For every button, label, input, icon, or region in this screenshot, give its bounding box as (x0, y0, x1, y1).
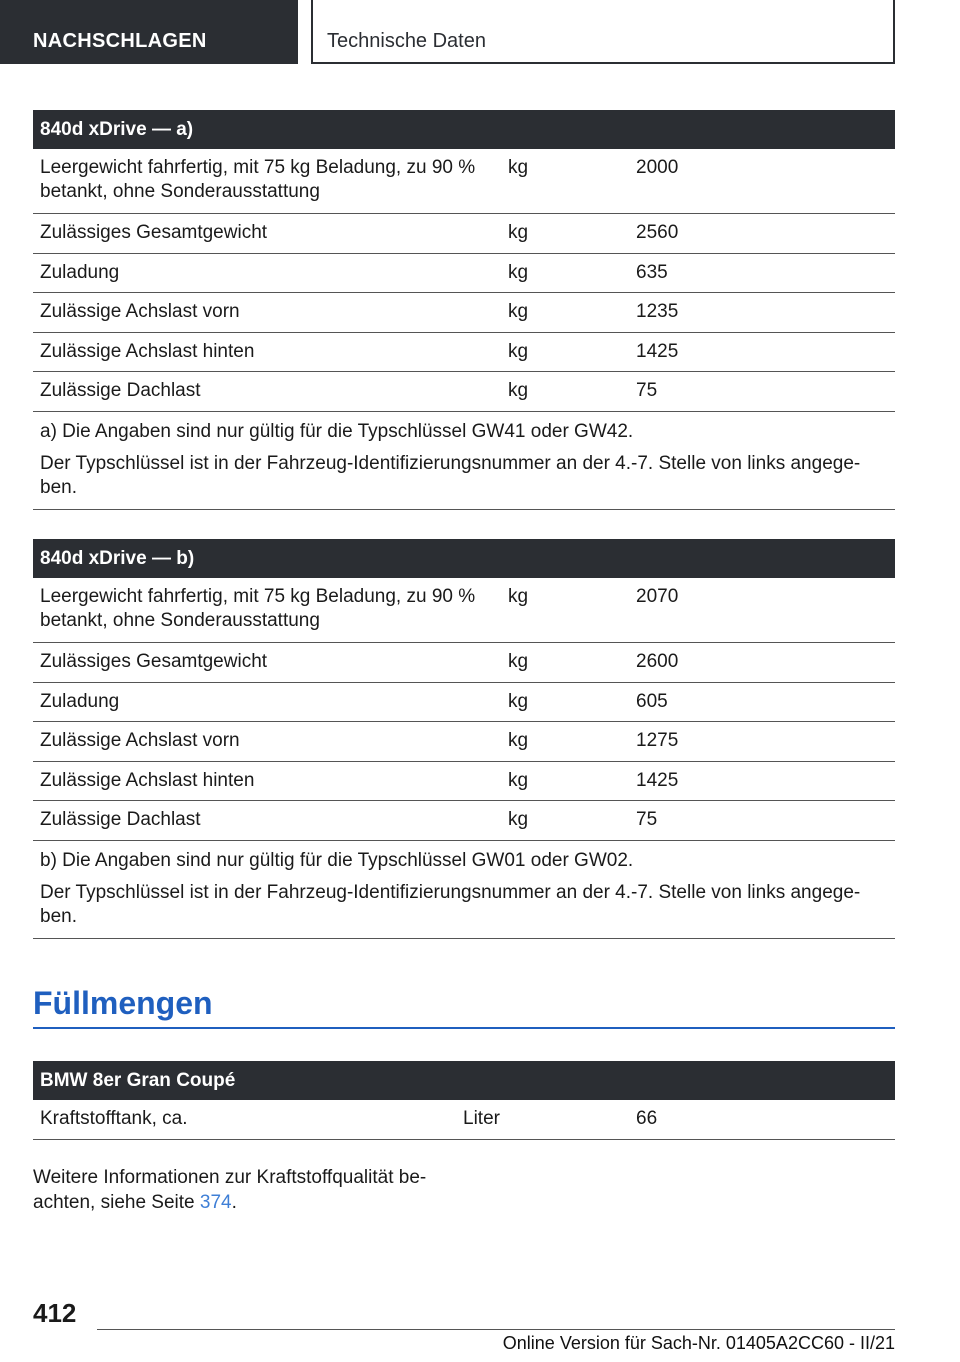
row-unit: kg (508, 301, 529, 322)
row-value: 75 (636, 380, 658, 401)
footnote-text: Der Typschlüssel ist in der Fahrzeug-Identifizierungsnummer an der 4.-7. Stelle von links angegeben. (40, 452, 861, 498)
row-value: 2560 (636, 222, 679, 243)
row-value: 605 (636, 690, 668, 712)
footer-divider (97, 1329, 895, 1330)
footer-text: Online Version für Sach-Nr. 01405A2CC60 - II/21 (502, 1333, 895, 1353)
section-heading: Füllmengen (33, 983, 895, 1029)
footnote-text: a) Die Angaben sind nur gültig für die Typschlüssel GW41 oder GW42. (40, 420, 634, 442)
table-row (33, 643, 895, 683)
row-label: Zulässige Achslast vorn (40, 730, 240, 751)
weights-table-b (33, 539, 895, 939)
chapter-title: Technische Daten (311, 0, 895, 64)
row-value: 1235 (636, 301, 679, 322)
table-row (33, 149, 895, 214)
row-label: Zulässiges Gesamtgewicht (40, 222, 268, 243)
row-unit: kg (508, 340, 529, 362)
row-unit: kg (508, 651, 529, 672)
row-unit: kg (508, 809, 529, 830)
section-tab: NACHSCHLAGEN (0, 0, 298, 64)
row-label: Zuladung (40, 690, 120, 712)
table-row (33, 293, 895, 333)
table-row (33, 762, 895, 802)
table-row (33, 254, 895, 294)
row-label: Zulässige Dachlast (40, 809, 201, 830)
table-row (33, 214, 895, 254)
row-value: 2000 (636, 157, 679, 178)
row-unit: kg (508, 157, 529, 178)
row-label: Leergewicht fahrfertig, mit 75 kg Beladung, zu 90 % betankt, ohne Sonderausstattung (40, 157, 476, 202)
row-label: Zuladung (40, 261, 120, 283)
row-label: Zulässige Achslast hinten (40, 769, 255, 791)
row-label: Zulässige Achslast hinten (40, 340, 255, 362)
table-title: BMW 8er Gran Coupé (33, 1061, 895, 1100)
row-label: Kraftstofftank, ca. (40, 1108, 188, 1129)
row-value: 2600 (636, 651, 679, 672)
row-value: 2070 (636, 586, 679, 607)
table-row (33, 722, 895, 762)
row-unit: kg (508, 769, 529, 791)
table-footnote (33, 412, 895, 510)
row-value: 1425 (636, 769, 679, 791)
row-unit: kg (508, 730, 529, 751)
table-title: 840d xDrive — b) (33, 539, 895, 578)
row-label: Leergewicht fahrfertig, mit 75 kg Beladung, zu 90 % betankt, ohne Sonderausstattung (40, 586, 476, 631)
table-row (33, 333, 895, 373)
row-label: Zulässige Dachlast (40, 380, 201, 401)
table-row (33, 801, 895, 841)
weights-table-a (33, 110, 895, 510)
capacities-table (33, 1061, 895, 1140)
table-footnote (33, 841, 895, 939)
table-row (33, 1100, 895, 1140)
row-unit: kg (508, 586, 529, 607)
footnote-text: b) Die Angaben sind nur gültig für die Typschlüssel GW01 oder GW02. (40, 849, 634, 871)
row-value: 75 (636, 809, 658, 830)
row-value: 66 (636, 1108, 658, 1129)
row-unit: kg (508, 261, 529, 283)
row-unit: Liter (463, 1108, 500, 1129)
table-title: 840d xDrive — a) (33, 110, 895, 149)
row-unit: kg (508, 380, 529, 401)
page-link[interactable]: 374 (199, 1192, 232, 1213)
table-row (33, 683, 895, 723)
paragraph-text: Weitere Informationen zur Kraftstoffqualität beachten, siehe Seite (33, 1167, 427, 1213)
page-number: 412 (33, 1298, 77, 1328)
row-unit: kg (508, 690, 529, 712)
row-value: 1275 (636, 730, 679, 751)
row-label: Zulässiges Gesamtgewicht (40, 651, 268, 672)
paragraph-end: . (231, 1192, 237, 1213)
row-value: 1425 (636, 340, 679, 362)
info-paragraph (33, 1165, 453, 1215)
table-row (33, 372, 895, 412)
row-value: 635 (636, 261, 668, 283)
row-unit: kg (508, 222, 529, 243)
table-row (33, 578, 895, 643)
footnote-text: Der Typschlüssel ist in der Fahrzeug-Identifizierungsnummer an der 4.-7. Stelle von links angegeben. (40, 881, 861, 927)
row-label: Zulässige Achslast vorn (40, 301, 240, 322)
